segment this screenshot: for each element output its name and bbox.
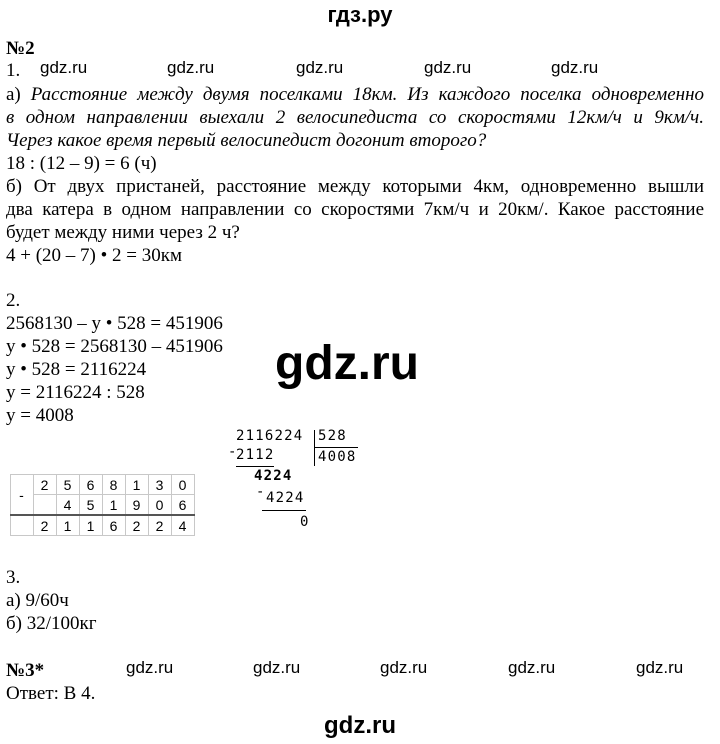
part-number: 2. [6,290,21,311]
subtract-step-2: 4224 [266,490,305,506]
digit: 8 [103,475,126,495]
task-number: №2 [6,38,35,59]
digit [11,515,34,536]
minus-sign: - [228,444,238,460]
digit: 2 [34,475,57,495]
digit: 1 [80,515,103,536]
watermark: gdz.ru [424,58,472,77]
part-number: 3. [6,567,21,588]
label-a: а) [6,84,21,105]
digit: 6 [103,515,126,536]
equation-line: y = 4008 [6,405,74,426]
division-bar-horizontal [314,447,358,448]
long-division [226,428,366,540]
watermark: gdz.ru [40,58,88,77]
answer-b: б) 32/100кг [6,613,97,634]
final-answer: Ответ: В 4. [6,683,96,704]
equation-line: y • 528 = 2116224 [6,359,147,380]
watermark: gdz.ru [253,658,301,677]
digit: 0 [172,475,195,495]
watermark: gdz.ru [508,658,556,677]
equation-line: 2568130 – y • 528 = 451906 [6,313,223,334]
divisor: 528 [318,428,347,444]
division-bar-vertical [314,430,315,466]
digit: 2 [149,515,172,536]
problem-a-line-2: в одном направлении выехали 2 велосипедиста со скоростями 12км/ч и 9км/ч. [6,107,704,128]
watermark: gdz.ru [380,658,428,677]
final-remainder: 0 [300,514,310,530]
digit: 5 [57,475,80,495]
watermark: gdz.ru [636,658,684,677]
big-watermark: gdz.ru [275,337,419,390]
watermark: gdz.ru [167,58,215,77]
footer-watermark: gdz.ru [324,712,396,739]
watermark: gdz.ru [296,58,344,77]
solution-a: 18 : (12 – 9) = 6 (ч) [6,153,157,174]
digit: 6 [80,475,103,495]
equation-line: y = 2116224 : 528 [6,382,145,403]
digit: 1 [103,495,126,516]
site-header: гдз.ру [327,2,393,27]
underline-2 [262,510,306,511]
subtract-step-1: 2112 [236,447,275,463]
digit: 2 [126,515,149,536]
digit: 6 [172,495,195,516]
problem-b-line-2: два катера в одном направлении со скоростями 7км/ч и 20км/. Какое расстояние [6,199,704,220]
quotient: 4008 [318,449,357,465]
digit: 0 [149,495,172,516]
column-subtraction [10,474,195,536]
digit: 3 [149,475,172,495]
remainder-1: 4224 [254,468,293,484]
solution-b: 4 + (20 – 7) • 2 = 30км [6,245,182,266]
digit: 2 [34,515,57,536]
problem-text: Расстояние между двумя поселками 18км. Из каждого поселка одновременно [30,84,704,105]
digit: 9 [126,495,149,516]
digit: 1 [126,475,149,495]
digit: 4 [172,515,195,536]
digit: 1 [57,515,80,536]
answer-a: а) 9/60ч [6,590,69,611]
dividend: 2116224 [236,428,304,444]
task-number: №3* [6,660,45,681]
equation-line: y • 528 = 2568130 – 451906 [6,336,223,357]
minus-sign: - [11,475,34,516]
watermark: gdz.ru [126,658,174,677]
digit: 4 [57,495,80,516]
problem-b-line-3: будет между ними через 2 ч? [6,222,240,243]
problem-a-line-3: Через какое время первый велосипедист догонит второго? [6,130,487,151]
problem-a-line-1 [6,84,704,106]
digit: 5 [80,495,103,516]
underline-1 [236,466,274,467]
part-number: 1. [6,60,21,81]
watermark: gdz.ru [551,58,599,77]
minus-sign: - [256,484,266,500]
digit [34,495,57,516]
problem-b-line-1: б) От двух пристаней, расстояние между которыми 4км, одновременно вышли [6,176,704,197]
